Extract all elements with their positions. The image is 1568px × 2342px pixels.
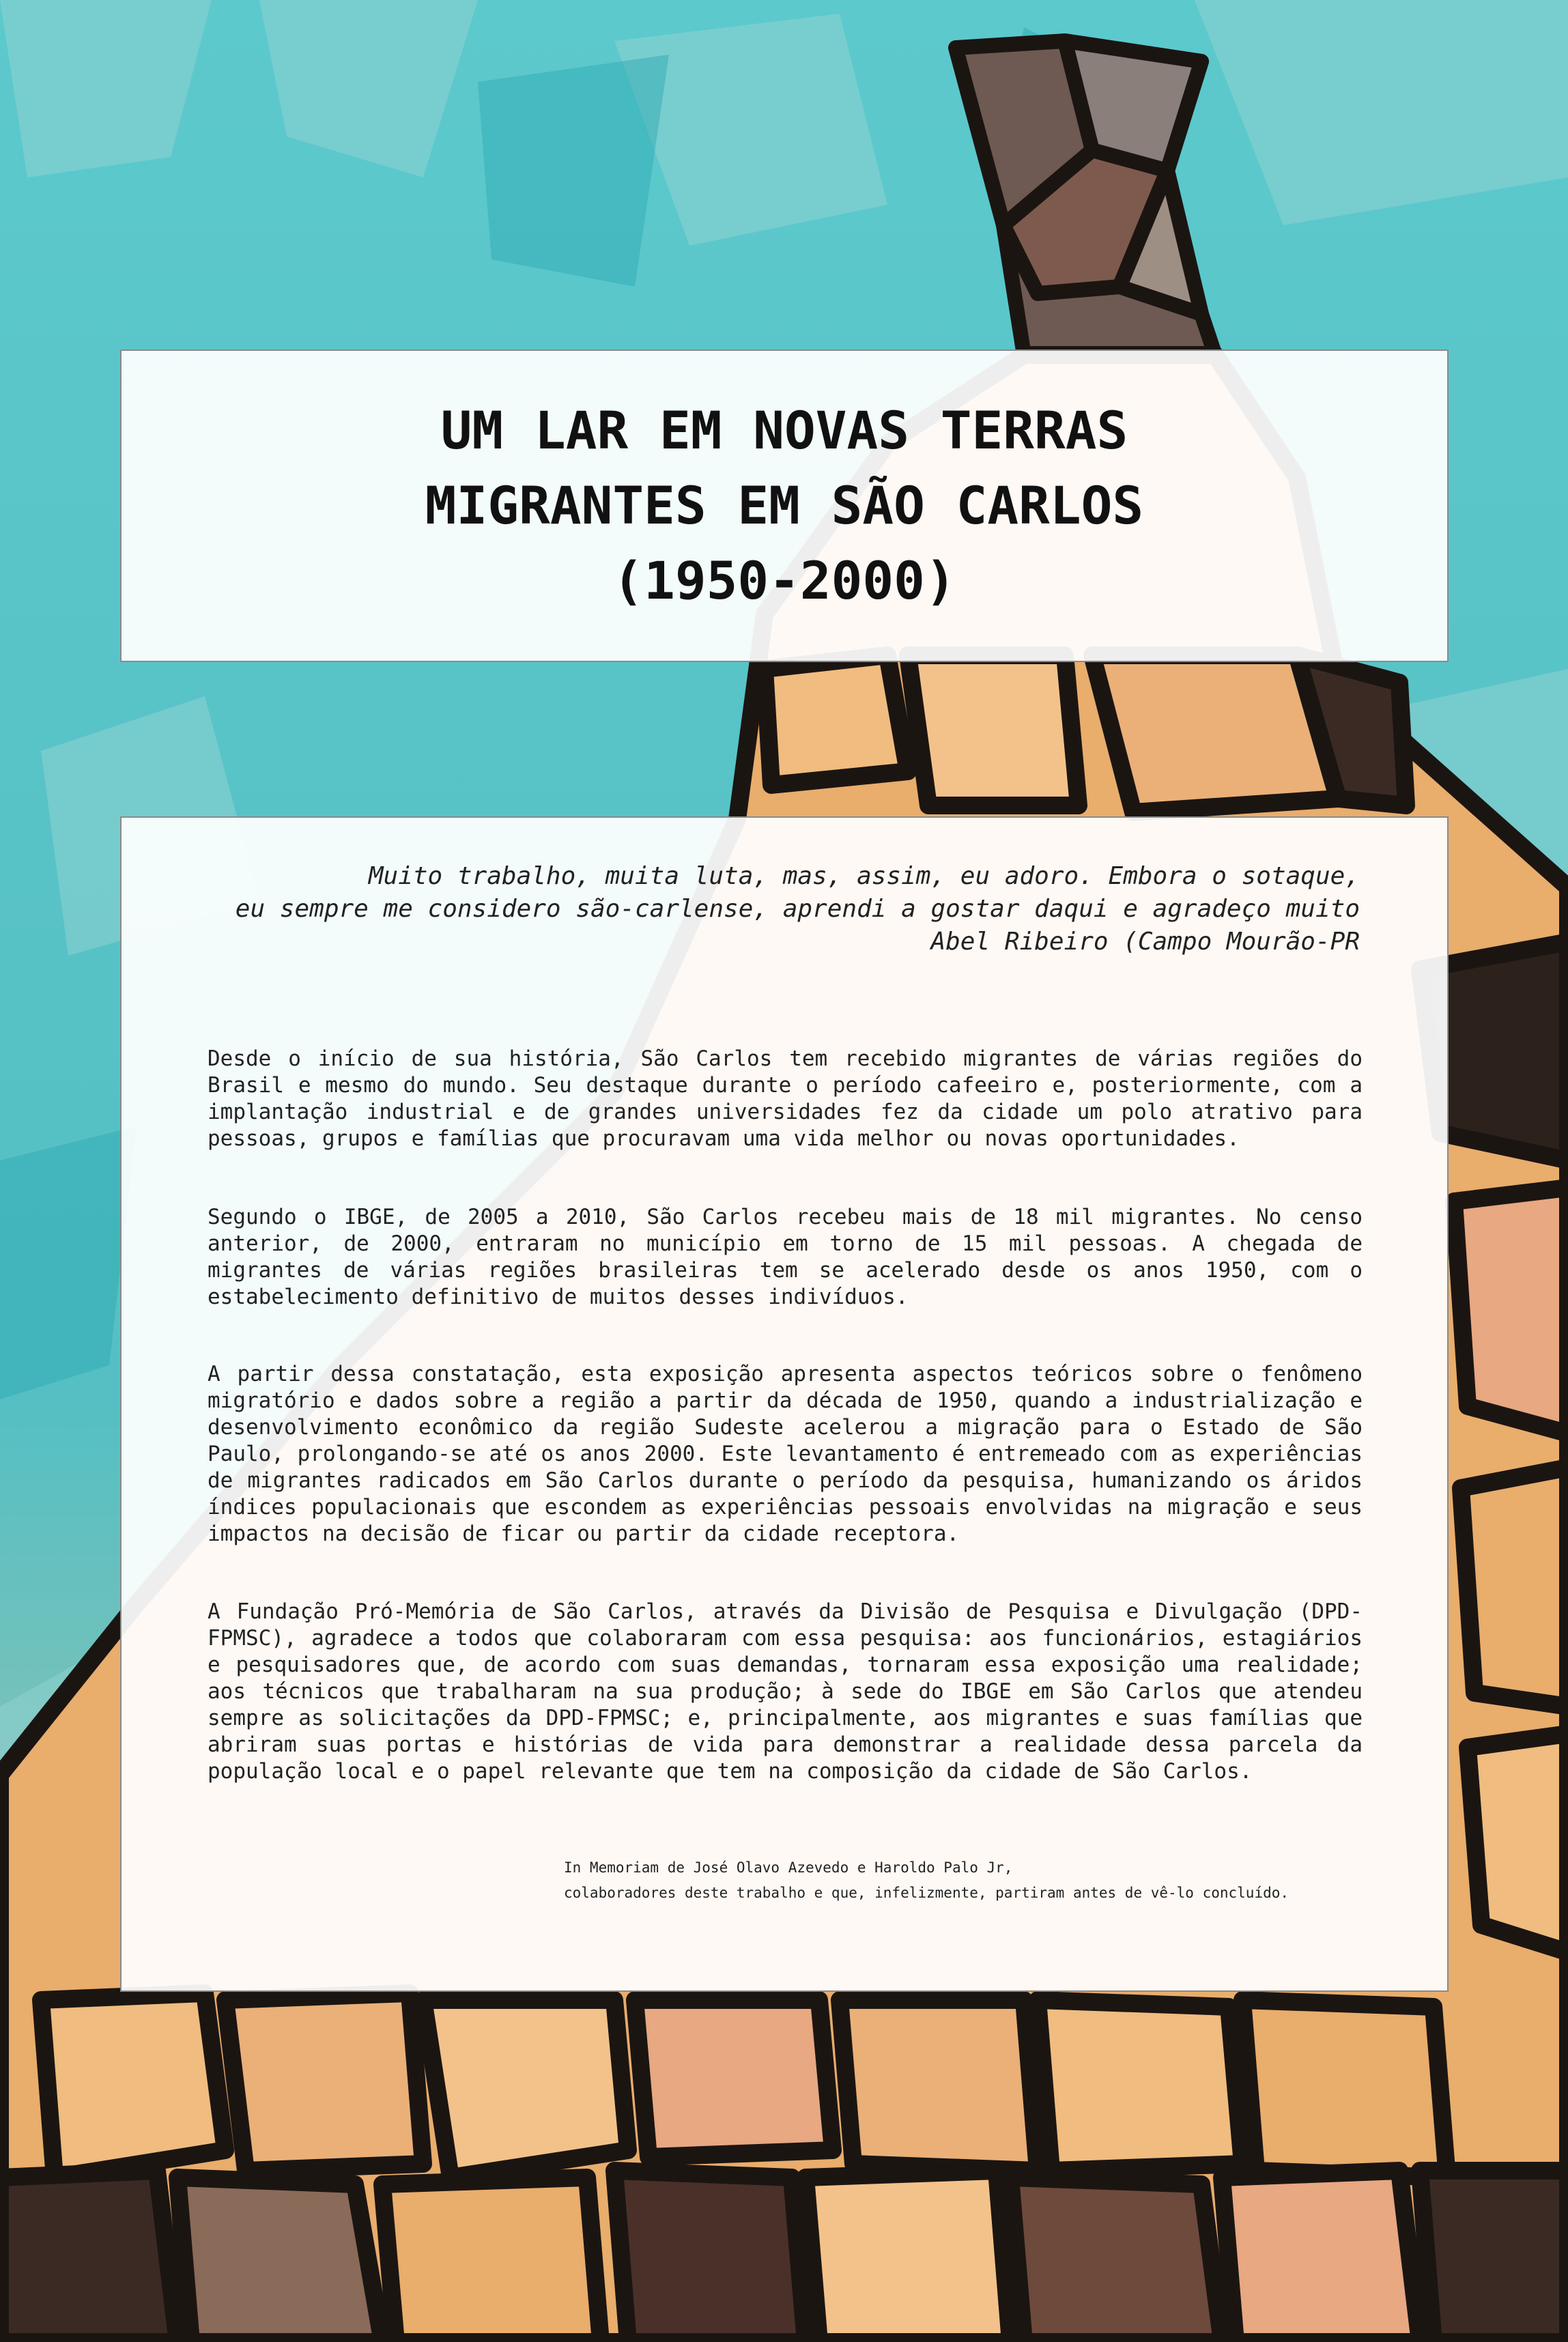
title-line-2: MIGRANTES EM SÃO CARLOS <box>425 475 1144 536</box>
text-panel <box>120 816 1449 1992</box>
epigraph-quote <box>199 860 1360 958</box>
title-panel <box>120 349 1449 662</box>
title-line-3: (1950-2000) <box>612 550 956 611</box>
title-line-1: UM LAR EM NOVAS TERRAS <box>440 400 1128 461</box>
memoriam-line-1: In Memoriam de José Olavo Azevedo e Haroldo Palo Jr, <box>564 1859 1013 1876</box>
quote-attribution: Abel Ribeiro (Campo Mourão-PR <box>930 928 1360 956</box>
paragraph-exhibition: A partir dessa constatação, esta exposição apresenta aspectos teóricos sobre o fenômeno migratório e dados sobre a região a partir da década de 1950, quando a industrialização e desenvolvimento econômico da região Sudeste acelerou a migração para o Estado de São Paulo, prolongando-se até os anos 2000. Este levantamento é entremeado com as experiências de migrantes radicados em São Carlos durante o período da pesquisa, humanizando os áridos índices populacionais que escondem as experiências pessoais envolvidas na migração e seus impactos na decisão de ficar ou partir da cidade receptora. <box>208 1362 1363 1546</box>
paragraph-acknowledgements: A Fundação Pró-Memória de São Carlos, através da Divisão de Pesquisa e Divulgação (DPD-FPMSC), agradece a todos que colaboraram com essa pesquisa: aos funcionários, estagiários e pesquisadores que, de acordo com suas demandas, tornaram essa exposição uma realidade; aos técnicos que trabalharam na sua produção; à sede do IBGE em São Carlos que atendeu sempre as solicitações da DPD-FPMSC; e, principalmente, aos migrantes e suas famílias que abriram suas portas e histórias de vida para demonstrar a realidade dessa parcela da população local e o papel relevante que tem na composição da cidade de São Carlos. <box>208 1599 1363 1784</box>
quote-line-2: eu sempre me considero são-carlense, aprendi a gostar daqui e agradeço muito <box>235 895 1360 923</box>
paragraph-history: Desde o início de sua história, São Carlos tem recebido migrantes de várias regiões do Brasil e mesmo do mundo. Seu destaque durante o período cafeeiro e, posteriormente, com a implantação industrial e de grandes universidades fez da cidade um polo atrativo para pessoas, grupos e famílias que procuravam uma vida melhor ou novas oportunidades. <box>208 1046 1363 1151</box>
quote-line-1: Muito trabalho, muita luta, mas, assim, eu adoro. Embora o sotaque, <box>368 862 1360 890</box>
in-memoriam-note <box>564 1855 1289 1906</box>
exhibition-title <box>425 393 1143 618</box>
memoriam-line-2: colaboradores deste trabalho e que, infelizmente, partiram antes de vê-lo concluído. <box>564 1885 1289 1901</box>
paragraph-ibge: Segundo o IBGE, de 2005 a 2010, São Carlos recebeu mais de 18 mil migrantes. No censo anterior, de 2000, entraram no município em torno de 15 mil pessoas. A chegada de migrantes de várias regiões brasileiras tem se acelerado desde os anos 1950, com o estabelecimento definitivo de muitos desses indivíduos. <box>208 1205 1363 1309</box>
